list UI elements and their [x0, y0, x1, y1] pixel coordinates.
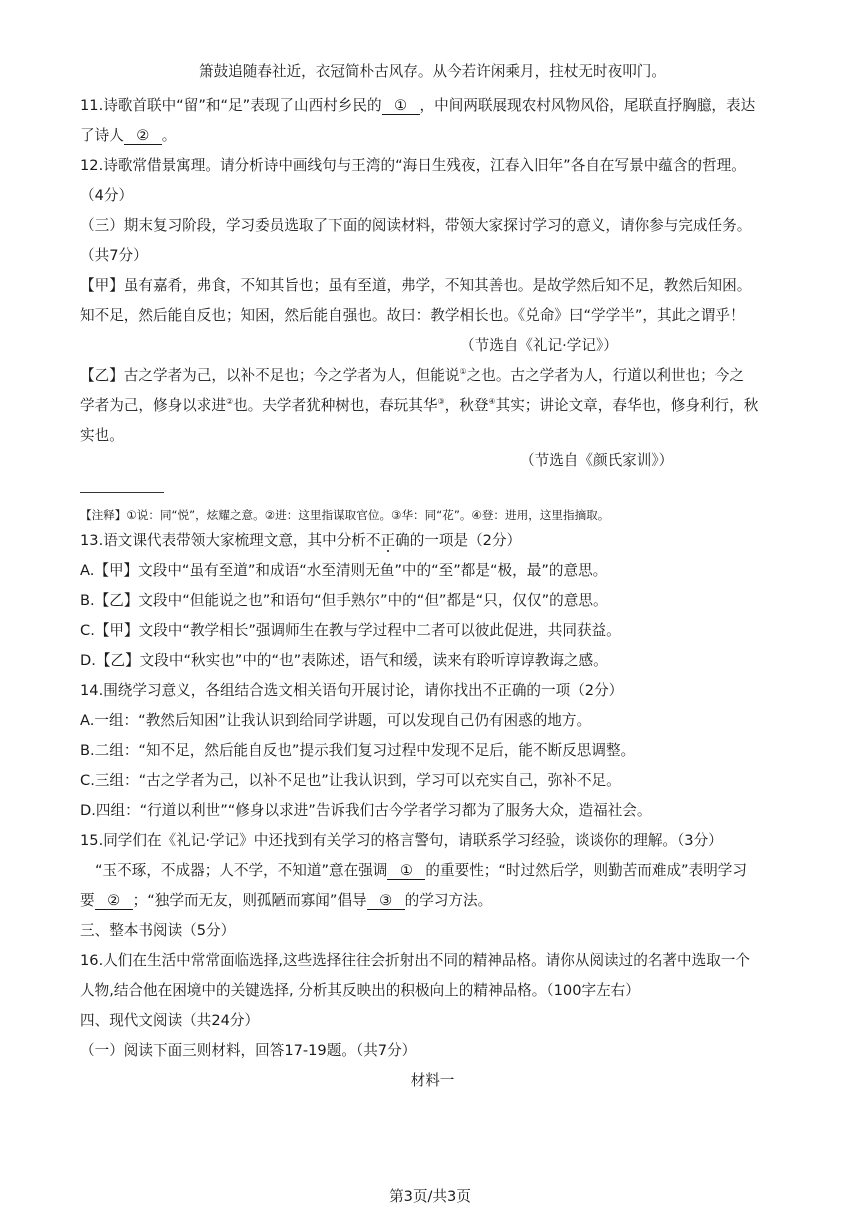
- sub-section-heading: （一）阅读下面三则材料，回答17-19题。（共7分）: [80, 1042, 417, 1059]
- q11-text-b: ，中间两联展现农村风物风俗，尾联直抒胸臆，表达: [419, 97, 756, 114]
- material-title: 材料一: [410, 1072, 455, 1089]
- q11-blank-1: ①: [382, 98, 420, 115]
- section-3-intro-line-1: （三）期末复习阶段，学习委员选取了下面的阅读材料，带领大家探讨学习的意义，请你参与完成任务。: [80, 217, 752, 234]
- note-marker-1: ①: [459, 367, 467, 376]
- q11-blank-2: ②: [124, 128, 162, 145]
- question-11-line-1: [80, 96, 785, 116]
- yi-text: ，秋登: [444, 397, 489, 414]
- q15-text: ；“独学而无友，则孤陋而寡闻”倡导: [132, 892, 367, 909]
- yi-text: 【乙】古之学者为己，以补不足也；今之学者为人，但能说: [80, 367, 460, 384]
- passage-jia-source: （节选自《礼记·学记》）: [460, 337, 618, 354]
- q14-option-b: B.二组：“知不足，然后能自反也”提示我们复习过程中发现不足后，能不断反思调整。: [80, 742, 636, 759]
- passage-yi-line-1: [80, 366, 785, 386]
- q14-option-c: C.三组：“古之学者为己，以补不足也”让我认识到，学习可以充实自己，弥补不足。: [80, 772, 621, 789]
- passage-jia-line-2: 知不足，然后能自反也；知困，然后能自强也。故曰：教学相长也。《兑命》曰“学学半”，其此之谓乎！: [80, 307, 745, 324]
- passage-yi-source: （节选自《颜氏家训》）: [520, 452, 674, 469]
- q13-option-b: B.【乙】文段中“但能说之也”和语句“但手熟尔”中的“但”都是“只，仅仅”的意思。: [80, 592, 608, 609]
- passage-yi-line-2: [80, 396, 785, 416]
- q15-blank-2: ②: [95, 893, 133, 910]
- passage-jia-line-1: 【甲】虽有嘉肴，弗食，不知其旨也；虽有至道，弗学，不知其善也。是故学然后知不足，教然后知困。: [80, 277, 752, 294]
- emphasis-dotted-char: 正: [380, 532, 396, 549]
- q15-text: 要: [80, 892, 95, 909]
- q13-stem-text: 13.语文课代表带领大家梳理文意，其中分析不: [80, 532, 381, 549]
- q13-option-d: D.【乙】文段中“秋实也”中的“也”表陈述，语气和缓，读来有聆听谆谆教诲之感。: [80, 652, 608, 669]
- q13-option-c: C.【甲】文段中“教学相长”强调师生在教与学过程中二者可以彼此促进，共同获益。: [80, 622, 621, 639]
- section-whole-book-heading: 三、整本书阅读（5分）: [80, 922, 236, 939]
- poem-last-line: 箫鼓追随春社近，衣冠简朴古风存。从今若许闲乘月，拄杖无时夜叩门。: [198, 63, 666, 80]
- question-13-stem: [80, 531, 785, 551]
- question-16-line-2: 人物,结合他在困境中的关键选择, 分析其反映出的积极向上的精神品格。（100字左右）: [80, 982, 640, 999]
- question-12-line-1: 12.诗歌常借景寓理。请分析诗中画线句与王湾的“海日生残夜，江春入旧年”各自在写景中蕴含的哲理。: [80, 157, 746, 174]
- q14-option-d: D.四组：“行道以利世”“修身以求进”告诉我们古今学者学习都为了服务大众，造福社会。: [80, 802, 652, 819]
- q13-option-a: A.【甲】文段中“虽有至道”和成语“水至清则无鱼”中的“至”都是“极，最”的意思。: [80, 562, 608, 579]
- q11-text-c: 了诗人: [80, 127, 124, 144]
- yi-text: 也。夫学者犹种树也，春玩其华: [233, 397, 438, 414]
- section-3-intro-line-2: （共7分）: [80, 247, 148, 264]
- q15-line-2: [80, 891, 785, 911]
- question-11-line-2: [80, 126, 785, 146]
- question-15-stem: 15.同学们在《礼记·学记》中还找到有关学习的格言警句，请联系学习经验，谈谈你的理解。（3分）: [80, 832, 723, 849]
- q13-stem-text: 确的一项是（2分）: [395, 532, 522, 549]
- annotation-divider: [80, 492, 164, 493]
- yi-text: 学者为己，修身以求进: [80, 397, 226, 414]
- q15-text: 的重要性；“时过然后学，则勤苦而难成”表明学习: [425, 862, 747, 879]
- note-marker-4: ④: [488, 397, 496, 406]
- question-14-stem: 14.围绕学习意义，各组结合选文相关语句开展讨论，请你找出不正确的一项（2分）: [80, 682, 624, 699]
- q14-option-a: A.一组：“教然后知困”让我认识到给同学讲题，可以发现自己仍有困惑的地方。: [80, 712, 592, 729]
- yi-text: 其实；讲论文章，春华也，修身利行，秋: [495, 397, 759, 414]
- question-12-line-2: （4分）: [80, 187, 134, 204]
- passage-yi-line-3: 实也。: [80, 427, 124, 444]
- q11-text-a: 11.诗歌首联中“留”和“足”表现了山西村乡民的: [80, 97, 382, 114]
- annotation-notes: 【注释】①说：同“悦”，炫耀之意。②进：这里指谋取官位。③华：同“花”。④登：进用，这里指摘取。: [80, 508, 610, 522]
- section-modern-reading-heading: 四、现代文阅读（共24分）: [80, 1012, 260, 1029]
- note-marker-2: ②: [225, 397, 234, 406]
- q15-text: “玉不琢，不成器；人不学，不知道”意在强调: [95, 862, 388, 879]
- page-footer: 第3页/共3页: [389, 1188, 471, 1205]
- q15-blank-3: ③: [367, 893, 405, 910]
- question-16-line-1: 16.人们在生活中常常面临选择,这些选择往往会折射出不同的精神品格。请你从阅读过的名著中选取一个: [80, 952, 750, 969]
- q15-line-1: [95, 861, 785, 881]
- q15-text: 的学习方法。: [404, 892, 493, 909]
- q15-blank-1: ①: [387, 863, 425, 880]
- q11-text-d: 。: [161, 127, 177, 144]
- yi-text: 之也。古之学者为人，行道以利世也；今之: [466, 367, 744, 384]
- note-marker-3: ③: [437, 397, 445, 406]
